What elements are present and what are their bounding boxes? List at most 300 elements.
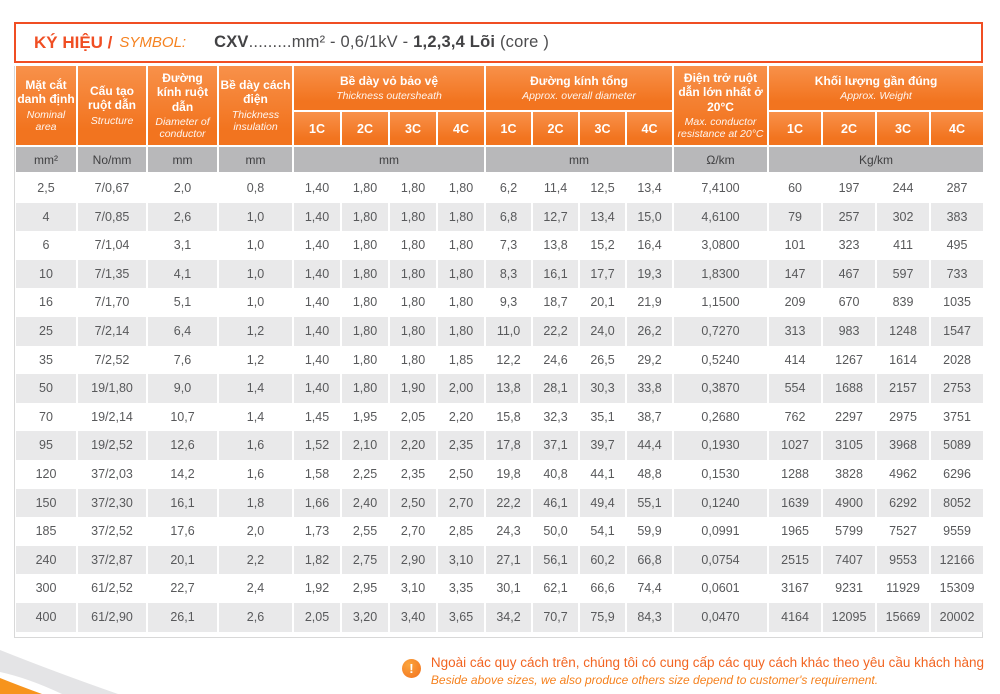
table-cell: 8052 [931,489,983,518]
unit-structure: No/mm [78,147,146,174]
table-cell: 3828 [823,460,875,489]
table-cell: 2,35 [390,460,436,489]
table-cell: 3968 [877,431,929,460]
table-cell: 150 [16,489,76,518]
table-cell: 0,1930 [674,431,767,460]
header-nominal-area: Mặt cắt danh định Nominal area [16,66,76,147]
header-conductor-resistance: Điện trở ruột dẫn lớn nhất ở 20°C Max. conductor resistance at 20°C [674,66,767,147]
footer-note-en: Beside above sizes, we also produce others size depend to customer's requirement. [430,672,879,687]
table-cell: 1,82 [294,546,340,575]
table-cell: 37/2,52 [78,517,146,546]
subheader-diameter-3c: 3C [580,112,625,147]
table-cell: 1,40 [294,203,340,232]
table-cell: 3751 [931,403,983,432]
table-cell: 12166 [931,546,983,575]
table-row [16,317,983,346]
table-cell: 1,40 [294,231,340,260]
subheader-diameter-4c: 4C [627,112,672,147]
table-cell: 7/1,35 [78,260,146,289]
table-cell: 2157 [877,374,929,403]
table-cell: 101 [769,231,821,260]
table-cell: 0,2680 [674,403,767,432]
table-cell: 1,80 [390,174,436,203]
table-cell: 2,20 [390,431,436,460]
table-cell: 2753 [931,374,983,403]
table-cell: 1,2 [219,317,292,346]
table-cell: 20,1 [580,288,625,317]
table-cell: 2,05 [294,603,340,632]
table-cell: 2,6 [148,203,217,232]
unit-resistance: Ω/km [674,147,767,174]
table-cell: 15,0 [627,203,672,232]
symbol-cores-note: (core ) [495,33,550,51]
table-cell: 6296 [931,460,983,489]
table-cell: 6,2 [486,174,531,203]
table-cell: 13,8 [533,231,578,260]
table-cell: 22,2 [486,489,531,518]
table-cell: 22,7 [148,574,217,603]
table-cell: 75,9 [580,603,625,632]
unit-outersheath: mm [294,147,484,174]
table-cell: 287 [931,174,983,203]
table-row [16,231,983,260]
table-cell: 25 [16,317,76,346]
table-row [16,546,983,575]
table-cell: 13,8 [486,374,531,403]
table-cell: 670 [823,288,875,317]
table-cell: 411 [877,231,929,260]
table-cell: 4 [16,203,76,232]
table-row [16,203,983,232]
table-cell: 1,80 [438,317,484,346]
table-cell: 6292 [877,489,929,518]
table-cell: 24,3 [486,517,531,546]
table-cell: 2,75 [342,546,388,575]
table-cell: 7/0,85 [78,203,146,232]
header-structure: Cấu tạo ruột dẫn Structure [78,66,146,147]
table-cell: 44,4 [627,431,672,460]
table-cell: 3,1 [148,231,217,260]
table-cell: 0,0754 [674,546,767,575]
table-row [16,603,983,632]
table-cell: 2,70 [390,517,436,546]
table-cell: 2,90 [390,546,436,575]
table-row [16,431,983,460]
table-cell: 24,6 [533,346,578,375]
table-cell: 1,80 [390,260,436,289]
table-cell: 3,40 [390,603,436,632]
table-cell: 40,8 [533,460,578,489]
table-cell: 70 [16,403,76,432]
table-cell: 0,8 [219,174,292,203]
table-cell: 313 [769,317,821,346]
table-cell: 197 [823,174,875,203]
table-cell: 16 [16,288,76,317]
table-cell: 4,1 [148,260,217,289]
table-cell: 1,80 [390,203,436,232]
table-cell: 3105 [823,431,875,460]
subheader-weight-1c: 1C [769,112,821,147]
unit-weight: Kg/km [769,147,983,174]
table-cell: 28,1 [533,374,578,403]
table-cell: 554 [769,374,821,403]
table-cell: 60,2 [580,546,625,575]
table-cell: 32,3 [533,403,578,432]
table-cell: 400 [16,603,76,632]
table-cell: 1,0 [219,203,292,232]
table-cell: 9,3 [486,288,531,317]
spec-table-header [16,66,983,174]
table-cell: 19/2,14 [78,403,146,432]
table-cell: 1,6 [219,431,292,460]
table-cell: 302 [877,203,929,232]
table-cell: 1,8300 [674,260,767,289]
subheader-sheath-1c: 1C [294,112,340,147]
table-cell: 1,2 [219,346,292,375]
exclamation-icon: ! [402,659,421,678]
table-cell: 66,8 [627,546,672,575]
table-cell: 2,4 [219,574,292,603]
table-cell: 35,1 [580,403,625,432]
table-cell: 37/2,87 [78,546,146,575]
table-cell: 22,2 [533,317,578,346]
table-cell: 1,0 [219,231,292,260]
table-cell: 1,80 [342,346,388,375]
table-cell: 1,80 [342,288,388,317]
unit-conductor-diameter: mm [148,147,217,174]
table-cell: 15,8 [486,403,531,432]
table-cell: 12,7 [533,203,578,232]
table-cell: 257 [823,203,875,232]
symbol-label-vi: KÝ HIỆU / [34,32,113,52]
table-cell: 5799 [823,517,875,546]
table-cell: 66,6 [580,574,625,603]
table-row [16,460,983,489]
table-cell: 37,1 [533,431,578,460]
table-cell: 5089 [931,431,983,460]
table-cell: 9559 [931,517,983,546]
table-cell: 2,10 [342,431,388,460]
table-cell: 2,50 [438,460,484,489]
table-cell: 1,73 [294,517,340,546]
table-cell: 46,1 [533,489,578,518]
header-conductor-diameter: Đường kính ruột dẫn Diameter of conductor [148,66,217,147]
table-cell: 55,1 [627,489,672,518]
table-cell: 1,4 [219,374,292,403]
table-cell: 1,85 [438,346,484,375]
table-cell: 839 [877,288,929,317]
table-cell: 1248 [877,317,929,346]
table-cell: 7,6 [148,346,217,375]
table-cell: 1288 [769,460,821,489]
table-cell: 1,40 [294,288,340,317]
table-cell: 2,0 [148,174,217,203]
table-cell: 1035 [931,288,983,317]
table-cell: 3,10 [390,574,436,603]
table-cell: 300 [16,574,76,603]
table-row [16,174,983,203]
table-cell: 27,1 [486,546,531,575]
table-cell: 495 [931,231,983,260]
table-cell: 84,3 [627,603,672,632]
corner-decoration [0,624,150,694]
table-cell: 7/2,14 [78,317,146,346]
table-cell: 1,40 [294,374,340,403]
table-cell: 26,1 [148,603,217,632]
table-cell: 1,80 [438,288,484,317]
table-cell: 1,80 [342,317,388,346]
table-cell: 62,1 [533,574,578,603]
table-cell: 59,9 [627,517,672,546]
table-cell: 1614 [877,346,929,375]
header-outersheath-thickness: Bề dày vỏ bảo vệ Thickness outersheath [294,66,484,112]
table-cell: 20002 [931,603,983,632]
table-cell: 17,7 [580,260,625,289]
table-cell: 54,1 [580,517,625,546]
table-cell: 1,8 [219,489,292,518]
table-cell: 0,0470 [674,603,767,632]
table-cell: 16,4 [627,231,672,260]
table-cell: 37/2,03 [78,460,146,489]
table-cell: 37/2,30 [78,489,146,518]
table-cell: 26,5 [580,346,625,375]
table-cell: 6,8 [486,203,531,232]
table-cell: 39,7 [580,431,625,460]
table-cell: 2297 [823,403,875,432]
table-cell: 17,6 [148,517,217,546]
table-cell: 3,35 [438,574,484,603]
table-cell: 1965 [769,517,821,546]
table-cell: 209 [769,288,821,317]
table-cell: 4,6100 [674,203,767,232]
table-cell: 44,1 [580,460,625,489]
table-cell: 19/1,80 [78,374,146,403]
table-cell: 70,7 [533,603,578,632]
table-cell: 762 [769,403,821,432]
table-cell: 2975 [877,403,929,432]
table-cell: 6,4 [148,317,217,346]
table-cell: 21,9 [627,288,672,317]
table-cell: 1,40 [294,174,340,203]
table-cell: 9,0 [148,374,217,403]
table-cell: 29,2 [627,346,672,375]
table-cell: 11,4 [533,174,578,203]
table-cell: 0,3870 [674,374,767,403]
table-cell: 185 [16,517,76,546]
table-cell: 1,80 [342,203,388,232]
table-cell: 2,0 [219,517,292,546]
table-cell: 61/2,52 [78,574,146,603]
table-cell: 9553 [877,546,929,575]
table-cell: 1,90 [390,374,436,403]
table-cell: 0,1240 [674,489,767,518]
table-cell: 2,05 [390,403,436,432]
table-cell: 9231 [823,574,875,603]
table-row [16,574,983,603]
table-cell: 16,1 [533,260,578,289]
table-cell: 2,6 [219,603,292,632]
table-cell: 1,45 [294,403,340,432]
table-cell: 4962 [877,460,929,489]
table-cell: 7,4100 [674,174,767,203]
table-cell: 1547 [931,317,983,346]
table-cell: 2,50 [390,489,436,518]
table-cell: 1,80 [438,260,484,289]
header-insulation-thickness: Bề dày cách điện Thickness insulation [219,66,292,147]
table-cell: 17,8 [486,431,531,460]
table-cell: 0,0601 [674,574,767,603]
table-cell: 1,92 [294,574,340,603]
table-cell: 1639 [769,489,821,518]
table-cell: 2,85 [438,517,484,546]
symbol-bar [14,22,983,63]
table-cell: 1,80 [390,288,436,317]
table-cell: 3167 [769,574,821,603]
table-cell: 10 [16,260,76,289]
table-cell: 7/0,67 [78,174,146,203]
table-cell: 19,8 [486,460,531,489]
symbol-cores: 1,2,3,4 Lõi [413,33,496,51]
table-cell: 30,3 [580,374,625,403]
table-cell: 1,4 [219,403,292,432]
table-cell: 2,5 [16,174,76,203]
table-cell: 2,2 [219,546,292,575]
table-cell: 1267 [823,346,875,375]
table-cell: 1,6 [219,460,292,489]
table-cell: 1,80 [342,374,388,403]
table-cell: 15669 [877,603,929,632]
symbol-dots: ......... [248,33,292,51]
table-cell: 2,55 [342,517,388,546]
table-cell: 1,80 [342,174,388,203]
symbol-label-en: SYMBOL: [119,34,187,51]
table-cell: 5,1 [148,288,217,317]
table-cell: 19/2,52 [78,431,146,460]
table-cell: 7/1,04 [78,231,146,260]
table-cell: 19,3 [627,260,672,289]
table-cell: 1,40 [294,346,340,375]
table-cell: 0,7270 [674,317,767,346]
subheader-diameter-2c: 2C [533,112,578,147]
symbol-spec [214,33,549,52]
table-cell: 1,52 [294,431,340,460]
subheader-sheath-3c: 3C [390,112,436,147]
table-cell: 3,0800 [674,231,767,260]
table-cell: 3,10 [438,546,484,575]
table-cell: 6 [16,231,76,260]
table-cell: 34,2 [486,603,531,632]
table-cell: 1,80 [390,346,436,375]
unit-overall-diameter: mm [486,147,672,174]
table-cell: 20,1 [148,546,217,575]
table-cell: 2,35 [438,431,484,460]
table-cell: 1,66 [294,489,340,518]
table-cell: 10,7 [148,403,217,432]
table-cell: 147 [769,260,821,289]
table-row [16,517,983,546]
table-cell: 323 [823,231,875,260]
table-cell: 2,40 [342,489,388,518]
table-cell: 983 [823,317,875,346]
table-cell: 13,4 [627,174,672,203]
table-cell: 60 [769,174,821,203]
table-cell: 24,0 [580,317,625,346]
table-cell: 15,2 [580,231,625,260]
unit-insulation: mm [219,147,292,174]
table-cell: 1,80 [438,174,484,203]
table-cell: 12,2 [486,346,531,375]
table-cell: 2,95 [342,574,388,603]
table-cell: 1,58 [294,460,340,489]
table-cell: 79 [769,203,821,232]
table-cell: 7527 [877,517,929,546]
subheader-sheath-2c: 2C [342,112,388,147]
footer-note-vi: Ngoài các quy cách trên, chúng tôi có cung cấp các quy cách khác theo yêu cầu khách hàng [430,654,984,670]
table-cell: 8,3 [486,260,531,289]
table-cell: 733 [931,260,983,289]
table-cell: 383 [931,203,983,232]
table-cell: 2028 [931,346,983,375]
table-cell: 2,25 [342,460,388,489]
table-cell: 7/2,52 [78,346,146,375]
table-cell: 14,2 [148,460,217,489]
table-cell: 240 [16,546,76,575]
table-cell: 1,80 [390,317,436,346]
spec-table [14,66,985,632]
table-cell: 50,0 [533,517,578,546]
table-row [16,346,983,375]
table-cell: 3,65 [438,603,484,632]
table-cell: 1,95 [342,403,388,432]
table-cell: 56,1 [533,546,578,575]
table-cell: 30,1 [486,574,531,603]
table-cell: 48,8 [627,460,672,489]
table-cell: 15309 [931,574,983,603]
table-cell: 1,40 [294,317,340,346]
table-cell: 33,8 [627,374,672,403]
table-cell: 49,4 [580,489,625,518]
header-approx-weight: Khối lượng gần đúng Approx. Weight [769,66,983,112]
table-cell: 1,80 [390,231,436,260]
table-cell: 18,7 [533,288,578,317]
table-cell: 1,0 [219,260,292,289]
table-cell: 7/1,70 [78,288,146,317]
symbol-voltage: mm² - 0,6/1kV - [291,33,414,51]
table-cell: 12095 [823,603,875,632]
spec-table-frame [14,66,983,638]
table-cell: 3,20 [342,603,388,632]
table-cell: 74,4 [627,574,672,603]
table-cell: 597 [877,260,929,289]
subheader-sheath-4c: 4C [438,112,484,147]
table-cell: 1,80 [342,231,388,260]
table-cell: 414 [769,346,821,375]
table-cell: 4164 [769,603,821,632]
table-cell: 13,4 [580,203,625,232]
table-cell: 26,2 [627,317,672,346]
footer-note [402,655,984,687]
table-cell: 16,1 [148,489,217,518]
table-cell: 1688 [823,374,875,403]
subheader-weight-3c: 3C [877,112,929,147]
table-cell: 12,5 [580,174,625,203]
table-cell: 35 [16,346,76,375]
table-row [16,260,983,289]
table-cell: 7407 [823,546,875,575]
table-cell: 2,00 [438,374,484,403]
table-cell: 2,20 [438,403,484,432]
subheader-weight-2c: 2C [823,112,875,147]
